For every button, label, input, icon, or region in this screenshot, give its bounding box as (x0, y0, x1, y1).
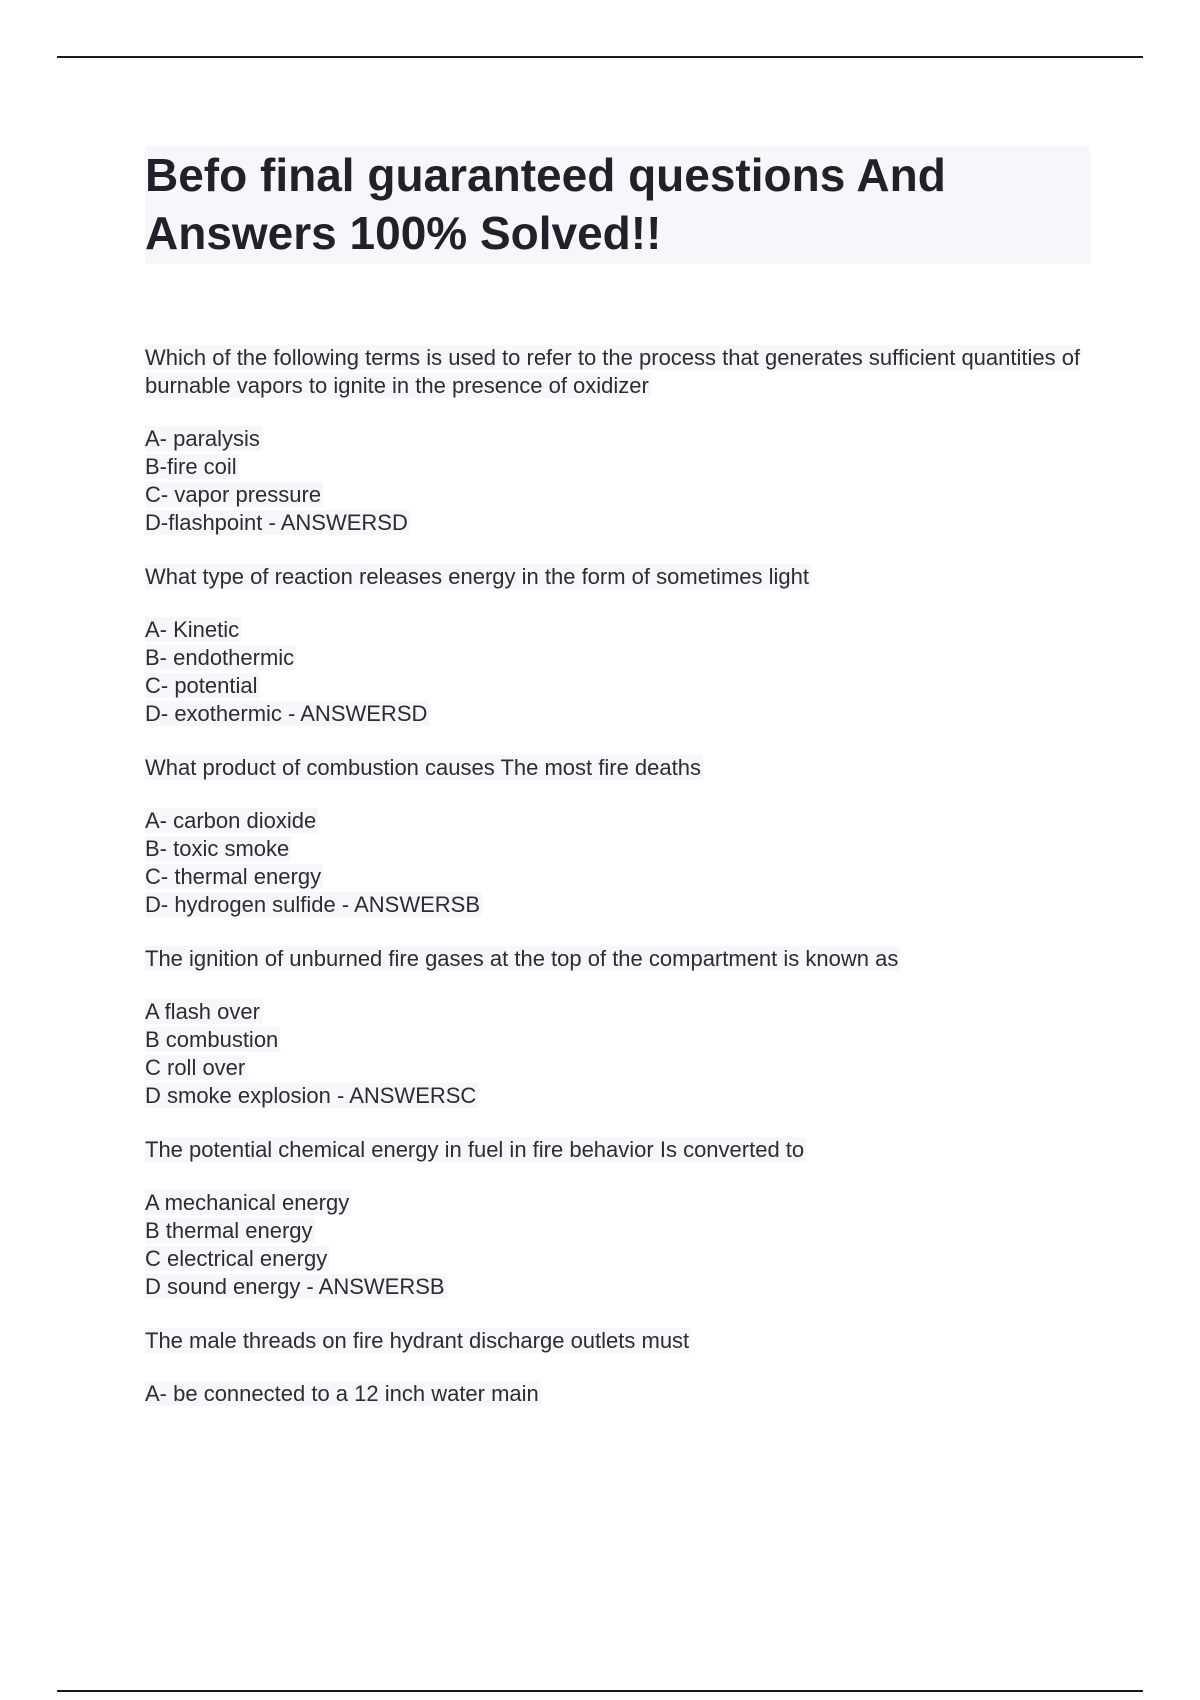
option-a: A- carbon dioxide (145, 808, 317, 833)
qa-item-4 (145, 945, 1090, 1110)
qa-item-6 (145, 1327, 1090, 1408)
answer-options (145, 807, 1090, 919)
option-d: D- exothermic - ANSWERSD (145, 701, 428, 726)
document-title: Befo final guaranteed questions And Answers 100% Solved!! (145, 146, 1090, 264)
option-c: C roll over (145, 1055, 246, 1080)
option-d: D sound energy - ANSWERSB (145, 1274, 445, 1299)
header-rule (57, 56, 1143, 58)
answer-options (145, 998, 1090, 1110)
option-a: A flash over (145, 999, 260, 1024)
qa-item-1 (145, 344, 1090, 537)
question-text: What type of reaction releases energy in the form of sometimes light (145, 564, 809, 589)
question-text: Which of the following terms is used to refer to the process that generates sufficient quantities of burnable vapors to ignite in the presence of oxidizer (145, 345, 1081, 398)
option-d: D smoke explosion - ANSWERSC (145, 1083, 477, 1108)
qa-item-5 (145, 1136, 1090, 1301)
option-a: A mechanical energy (145, 1190, 350, 1215)
option-c: C electrical energy (145, 1246, 328, 1271)
footer-rule (57, 1690, 1143, 1692)
option-d: D- hydrogen sulfide - ANSWERSB (145, 892, 481, 917)
question-text: The male threads on fire hydrant discharge outlets must (145, 1328, 690, 1353)
option-b: B-fire coil (145, 454, 237, 479)
option-b: B thermal energy (145, 1218, 313, 1243)
option-b: B- toxic smoke (145, 836, 290, 861)
answer-options (145, 616, 1090, 728)
answer-options (145, 1380, 1090, 1408)
question-text: The potential chemical energy in fuel in fire behavior Is converted to (145, 1137, 805, 1162)
qa-item-3 (145, 754, 1090, 919)
qa-item-2 (145, 563, 1090, 728)
option-d: D-flashpoint - ANSWERSD (145, 510, 408, 535)
document-body (145, 146, 1090, 1434)
option-a: A- be connected to a 12 inch water main (145, 1381, 539, 1406)
option-b: B combustion (145, 1027, 279, 1052)
answer-options (145, 1189, 1090, 1301)
qa-list (145, 344, 1090, 1408)
question-text: The ignition of unburned fire gases at the top of the compartment is known as (145, 946, 899, 971)
answer-options (145, 425, 1090, 537)
question-text: What product of combustion causes The most fire deaths (145, 755, 701, 780)
option-c: C- thermal energy (145, 864, 322, 889)
option-a: A- Kinetic (145, 617, 240, 642)
option-b: B- endothermic (145, 645, 295, 670)
option-c: C- vapor pressure (145, 482, 322, 507)
option-c: C- potential (145, 673, 258, 698)
option-a: A- paralysis (145, 426, 260, 451)
